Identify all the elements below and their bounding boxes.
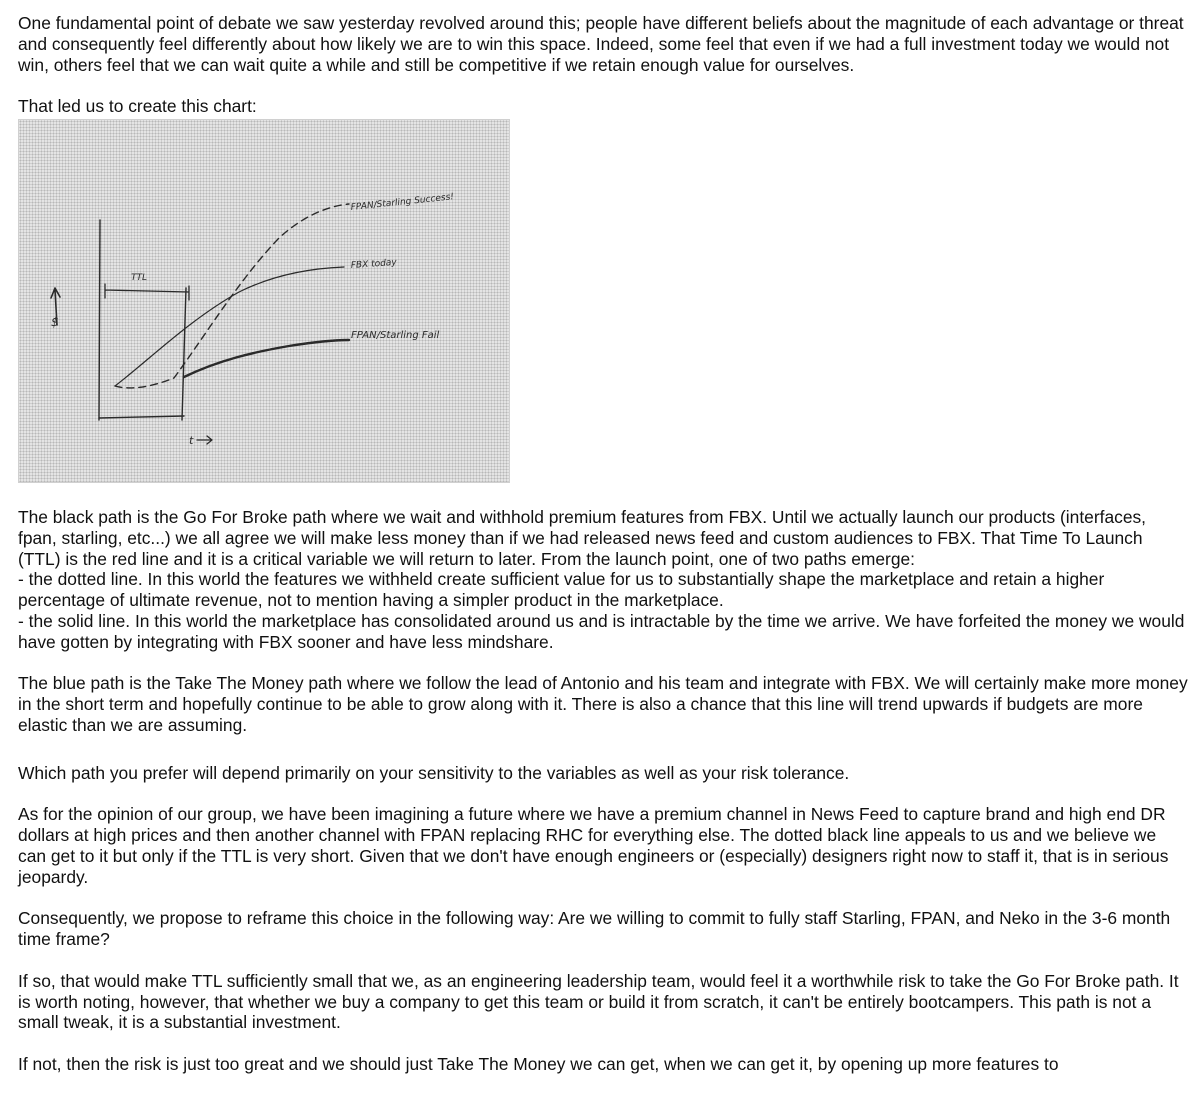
- axis-horizontal: [99, 416, 184, 418]
- label-x-axis: t: [189, 433, 194, 447]
- paragraph-chart-lead: That led us to create this chart:: [18, 96, 257, 117]
- paragraph-reframe: Consequently, we propose to reframe this choice in the following way: Are we willing to commit to fully staff Starling, FPAN, and Neko in the 3-6 month time frame?: [18, 908, 1176, 950]
- axis-vertical: [99, 220, 100, 420]
- paragraph-solid-line: - the solid line. In this world the marketplace has consolidated around us and is intractable by the time we arrive. We have forfeited the money we would have gotten by integrating with FBX sooner and have less mindshare.: [18, 610, 1190, 652]
- x-axis-arrow: [197, 436, 212, 444]
- label-ttl: TTL: [131, 272, 148, 283]
- paragraph-intro: One fundamental point of debate we saw yesterday revolved around this; people have different beliefs about the magnitude of each advantage or threat and consequently feel differently about how likely we are to win this space. Indeed, some feel that even if we had a full investment today we would not win, others feel that we can wait quite a while and still be competitive if we retain enough value for ourselves.: [18, 13, 1189, 75]
- paragraph-black-path: The black path is the Go For Broke path where we wait and withhold premium features from FBX. Until we actually launch our products (interfaces, fpan, starling, etc...) we all agree we will make less money than if we had released news feed and custom audiences to FBX. That Time To Launch (TTL) is the red line and it is a critical variable we will return to later. From the launch point, one of two paths emerge:: [18, 506, 1151, 569]
- paragraph-if-not: If not, then the risk is just too great and we should just Take The Money we can get, when we can get it, by opening up more features to: [18, 1053, 1059, 1074]
- label-success: FPAN/Starling Success!: [350, 192, 455, 213]
- paragraph-blue-path: The blue path is the Take The Money path where we follow the lead of Antonio and his team and integrate with FBX. We will certainly make more money in the short term and hopefully continue to be able to grow along with it. There is also a chance that this line will trend upwards if budgets are more elastic than we are assuming.: [18, 673, 1193, 735]
- label-fail: FPAN/Starling Fail: [351, 329, 440, 341]
- ttl-bracket: [105, 284, 189, 300]
- sketch-drawing: [19, 120, 509, 482]
- fbx-today-curve: [115, 267, 344, 386]
- paragraph-group-opinion: As for the opinion of our group, we have been imagining a future where we have a premium channel in News Feed to capture brand and high end DR dollars at high prices and then another channel with FPAN replacing RHC for everything else. The dotted black line appeals to us and we believe we can get to it but only if the TTL is very short. Given that we don't have enough engineers or (especially) designers right now to staff it, that is in serious jeopardy.: [18, 804, 1174, 887]
- success-dotted-curve: [115, 204, 349, 388]
- paragraph-if-so: If so, that would make TTL sufficiently small that we, as an engineering leadership team, would feel it a worthwhile risk to take the Go For Broke path. It is worth noting, however, that whether we buy a company to get this team or build it from scratch, it can't be entirely bootcampers. This path is not a small tweak, it is a substantial investment.: [18, 970, 1184, 1033]
- paragraph-dotted-line: - the dotted line. In this world the features we withheld create sufficient value for us to substantially shape the marketplace and retain a higher percentage of ultimate revenue, not to mention having a simpler product in the marketplace.: [18, 569, 1110, 611]
- document-body: [18, 13, 1193, 1075]
- label-y-axis: $: [51, 314, 59, 329]
- ttl-line: [182, 288, 186, 420]
- fail-solid-curve: [184, 340, 349, 377]
- label-fbx-today: FBX today: [350, 257, 398, 271]
- paragraph-path-preference: Which path you prefer will depend primarily on your sensitivity to the variables as well as your risk tolerance.: [18, 762, 850, 783]
- hand-drawn-chart-image: [18, 119, 510, 483]
